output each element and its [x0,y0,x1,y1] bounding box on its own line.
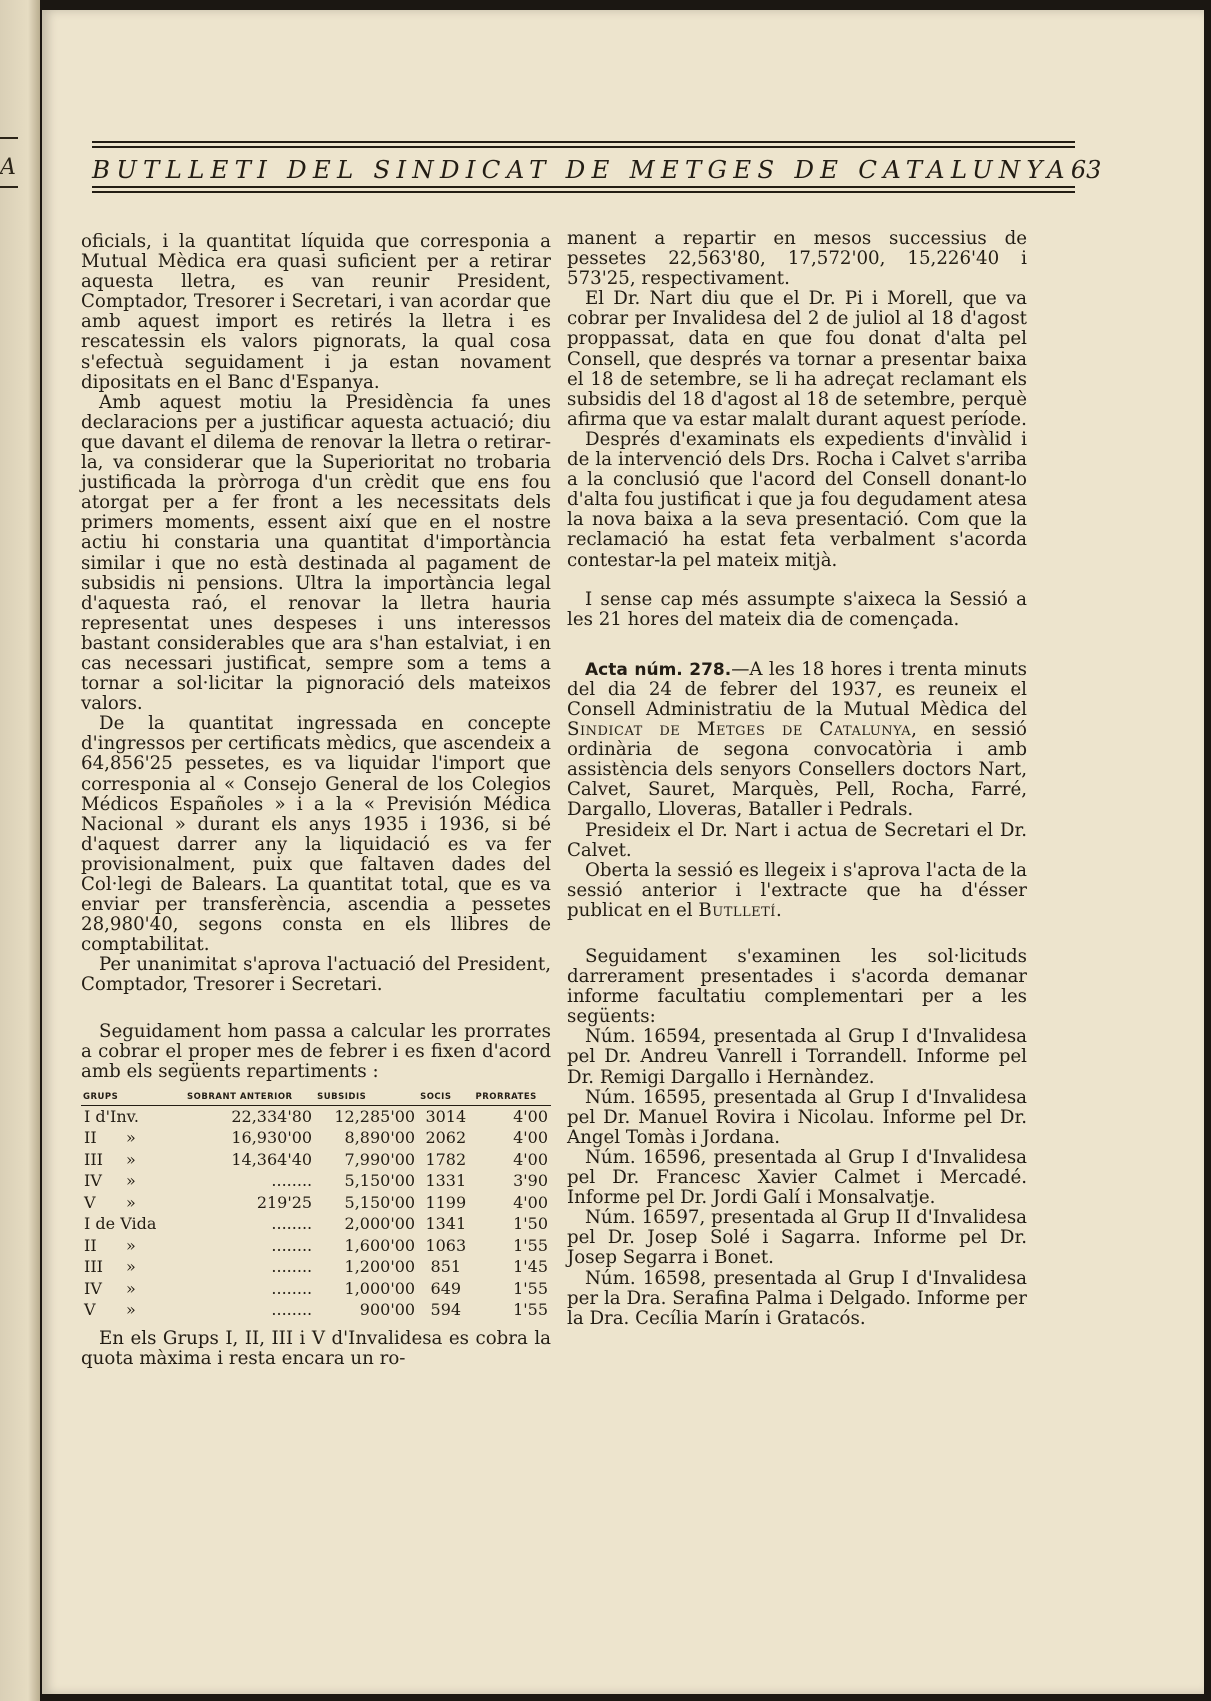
column-header-sobrant: SOBRANT ANTERIOR [185,1092,315,1106]
ditto-mark: » [126,1128,136,1148]
socis-cell: 3014 [425,1106,467,1126]
paragraph: Seguidament hom passa a calcular les prorrates a cobrar el proper mes de febrer i es fixen d'acord amb els següents repartiments : [81,1020,551,1082]
group-name: I d'Inv. [84,1106,139,1126]
socis-cell: 2062 [425,1128,467,1148]
table-row [81,1256,551,1278]
prorrata-cell: 1'50 [513,1214,548,1234]
socis-cell: 1331 [425,1171,467,1191]
socis-cell: 1199 [425,1192,467,1212]
table-row [81,1127,551,1149]
sobrant-cell: 219'25 [256,1192,313,1212]
header-fragment: A [0,155,16,180]
sobrant-cell: ........ [271,1278,313,1298]
paragraph: El Dr. Nart diu que el Dr. Pi i Morell, que va cobrar per Invalidesa del 2 de juliol al 18 d'agost proppassat, data en que fou donat d'alta pel Consell, que després va tornar a presentar baixa el 18 de setembre, se li ha adreçat reclamant els subsidis del 18 d'agost al 18 de setembre, perquè afirma que va estar malalt durant aquest període. [567,288,1027,430]
group-name: II [84,1128,97,1148]
paragraph: Amb aquest motiu la Presidència fa unes declaracions per a justificar aquesta actuació; diu que davant el dilema de renovar la lletra o retirar-la, va considerar que la Superioritat no trobaria justificada la pròrroga d'un crèdit que ens fou atorgat per a fer front a les necessitats dels primers moments, essent així que en el nostre actiu hi constaria una quantitat d'importància similar i que no està destinada al pagament de subsidis ni pensions. Ultra la importància legal d'aquesta raó, el renovar la lletra hauria representat unes despeses i uns interessos bastant considerables que ara s'han estalviat, i en cas necessari justificat, sempre som a tems a tornar a sol·licitar la pignoració dels mateixos valors. [81,391,551,715]
table-row [81,1192,551,1214]
socis-cell: 649 [430,1278,462,1298]
socis-cell: 851 [430,1257,462,1277]
paragraph: De la quantitat ingressada en concepte d'ingressos per certificats mèdics, que ascendeix a 64,856'25 pessetes, es va liquidar l'import que corresponia al « Consejo General de los Colegios Médicos Españoles » i a la « Previsión Médica Nacional » durant els anys 1935 i 1936, si bé d'aquest darrer any la liquidació es va fer provisionalment, puix que faltaven dades del Col·legi de Balears. La quantitat total, que es va enviar per transferència, ascendia a pessetes 28,980'40, segons consta en els llibres de comptabilitat. [81,713,551,956]
table-row [81,1213,551,1235]
header-rule-top-2 [92,146,1075,148]
journal-title: BUTLLETI DEL SINDICAT DE METGES DE CATALUNYA [92,155,1071,184]
header-rule [0,186,18,188]
paragraph: Després d'examinats els expedients d'invàlid i de la intervenció dels Drs. Rocha i Calvet s'arriba a la conclusió que l'acord del Consell donant-lo d'alta fou justificat i que ja fou degudament atesa la nova baixa a la seva presentació. Com que la reclamació ha estat feta verbalment s'acorda contestar-la pel mateix mitjà. [567,428,1027,571]
paragraph: Presideix el Dr. Nart i actua de Secretari el Dr. Calvet. [567,819,1027,861]
subsidis-cell: 5,150'00 [344,1192,416,1212]
sobrant-cell: 22,334'80 [231,1106,313,1126]
sobrant-cell: 14,364'40 [231,1149,313,1169]
group-cell [81,1278,185,1300]
subsidis-cell: 1,600'00 [344,1235,416,1255]
table-row [81,1149,551,1171]
subsidis-cell: 8,890'00 [344,1128,416,1148]
column-header-grups: GRUPS [81,1092,185,1106]
group-cell [81,1127,185,1149]
prorrata-cell: 3'90 [513,1171,548,1191]
paragraph [567,861,1027,921]
table-row [81,1278,551,1300]
group-name: I de Vida [84,1214,157,1234]
subsidis-cell: 1,000'00 [344,1278,416,1298]
butlleti-name: Butlletí [698,899,776,921]
table-row [81,1299,551,1321]
sobrant-cell: 16,930'00 [231,1128,313,1148]
subsidis-cell: 12,285'00 [334,1106,416,1126]
group-name: IV [84,1171,102,1191]
group-name: III [84,1149,103,1169]
column-header-subsidis: SUBSIDIS [315,1092,418,1106]
left-column [81,232,551,1369]
header-rule [0,137,18,139]
acta-paragraph [567,660,1027,821]
acta-heading: Acta núm. 278. [585,659,732,680]
socis-cell: 1341 [425,1214,467,1234]
subsidis-cell: 7,990'00 [344,1149,416,1169]
table-row [81,1105,551,1127]
group-name: II [84,1235,97,1255]
socis-cell: 594 [430,1300,462,1320]
group-cell [81,1170,185,1192]
table-header-row [81,1092,551,1106]
group-cell [81,1192,185,1214]
page [42,10,1204,1694]
group-cell [81,1235,185,1257]
page-number: 63 [1070,156,1102,184]
socis-cell: 1063 [425,1235,467,1255]
group-cell [81,1149,185,1171]
subsidis-cell: 900'00 [359,1300,416,1320]
ditto-mark: » [126,1149,136,1169]
application-entry: Núm. 16596, presentada al Grup I d'Invalidesa pel Dr. Francesc Xavier Calmet i Mercadé. Informe pel Dr. Jordi Galí i Monsalvatje. [567,1146,1027,1209]
sobrant-cell: ........ [271,1171,313,1191]
subsidis-cell: 2,000'00 [344,1214,416,1234]
sobrant-cell: ........ [271,1235,313,1255]
prorrata-cell: 1'45 [513,1257,548,1277]
prorrata-cell: 4'00 [513,1192,548,1212]
paragraph: Per unanimitat s'aprova l'actuació del President, Comptador, Tresorer i Secretari. [81,954,551,996]
subsidis-cell: 5,150'00 [344,1171,416,1191]
ditto-mark: » [126,1300,136,1320]
sobrant-cell: ........ [271,1300,313,1320]
group-name: III [84,1257,103,1277]
sobrant-cell: ........ [271,1257,313,1277]
right-column [567,229,1027,1329]
acta-text-start: —A les 18 hores i trenta minuts del dia 24 de febrer del 1937, es reuneix el Consell Administratiu de la Mutual Mèdica del [567,658,1027,720]
group-cell [81,1213,185,1235]
ditto-mark: » [126,1235,136,1255]
application-entry: Núm. 16595, presentada al Grup I d'Invalidesa pel Dr. Manuel Rovira i Nicolau. Informe pel Dr. Angel Tomàs i Jordana. [567,1086,1027,1148]
ditto-mark: » [126,1171,136,1191]
header-rule-bottom [92,186,1075,188]
application-entry: Núm. 16598, presentada al Grup I d'Invalidesa per la Dra. Serafina Palma i Delgado. Informe per la Dra. Cecília Marín i Gratacós. [567,1267,1027,1329]
ditto-mark: » [126,1278,136,1298]
prorrata-cell: 4'00 [513,1149,548,1169]
group-name: V [84,1192,96,1212]
column-header-prorrates: PRORRATES [474,1092,551,1106]
paragraph: manent a repartir en mesos successius de pessetes 22,563'80, 17,572'00, 15,226'40 i 573'25, respectivament. [567,228,1027,290]
subsidis-cell: 1,200'00 [344,1257,416,1277]
paragraph: Seguidament s'examinen les sol·licituds darrerament presentades i s'acorda demanar informe facultatiu complementari per a les següents: [567,946,1027,1028]
paragraph: I sense cap més assumpte s'aixeca la Sessió a les 21 hores del mateix dia de començada. [567,588,1027,630]
paragraph: En els Grups I, II, III i V d'Invalidesa es cobra la quota màxima i resta encara un ro- [81,1327,551,1369]
running-header [92,141,1102,196]
text: . [775,899,782,921]
acta-text-end: , en sessió ordinària de segona convocatòria i amb assistència dels senyors Consellers doctors Nart, Calvet, Sauret, Marquès, Pell, Rocha, Farré, Dargallo, Lloveras, Bataller i Pedrals. [567,719,1027,821]
table-row [81,1235,551,1257]
column-header-socis: SOCIS [418,1092,473,1106]
group-name: IV [84,1278,102,1298]
group-name: V [84,1300,96,1320]
previous-page-edge [0,0,40,1701]
socis-cell: 1782 [425,1149,467,1169]
group-cell [81,1299,185,1321]
ditto-mark: » [126,1257,136,1277]
organization-name: Sindicat de Metges de Catalunya [567,719,912,741]
sobrant-cell: ........ [271,1214,313,1234]
prorrates-table [81,1092,551,1321]
group-cell [81,1256,185,1278]
ditto-mark: » [126,1192,136,1212]
prorrata-cell: 4'00 [513,1106,548,1126]
application-entry: Núm. 16594, presentada al Grup I d'Invalidesa pel Dr. Andreu Vanrell i Torrandell. Informe pel Dr. Remigi Dargallo i Hernàndez. [567,1026,1027,1088]
prorrata-cell: 4'00 [513,1128,548,1148]
prorrata-cell: 1'55 [513,1300,548,1320]
prorrata-cell: 1'55 [513,1235,548,1255]
text: Oberta la sessió es llegeix i s'aprova l'acta de la sessió anterior i l'extracte que ha d'ésser publicat en el [567,859,1027,921]
prorrata-cell: 1'55 [513,1278,548,1298]
application-entry: Núm. 16597, presentada al Grup II d'Invalidesa pel Dr. Josep Solé i Sagarra. Informe pel Dr. Josep Segarra i Bonet. [567,1207,1027,1269]
header-rule-bottom-2 [92,191,1075,193]
table-row [81,1170,551,1192]
paragraph: oficials, i la quantitat líquida que corresponia a Mutual Mèdica era quasi suficient per a retirar aquesta lletra, es van reunir President, Comptador, Tresorer i Secretari, i van acordar que amb aquest import es retirés la lletra i es rescatessin els valors pignorats, la qual cosa s'efectuà seguidament i ja estan novament dipositats en el Banc d'Espanya. [81,231,551,393]
group-cell [81,1105,185,1127]
header-rule-top [92,141,1075,143]
